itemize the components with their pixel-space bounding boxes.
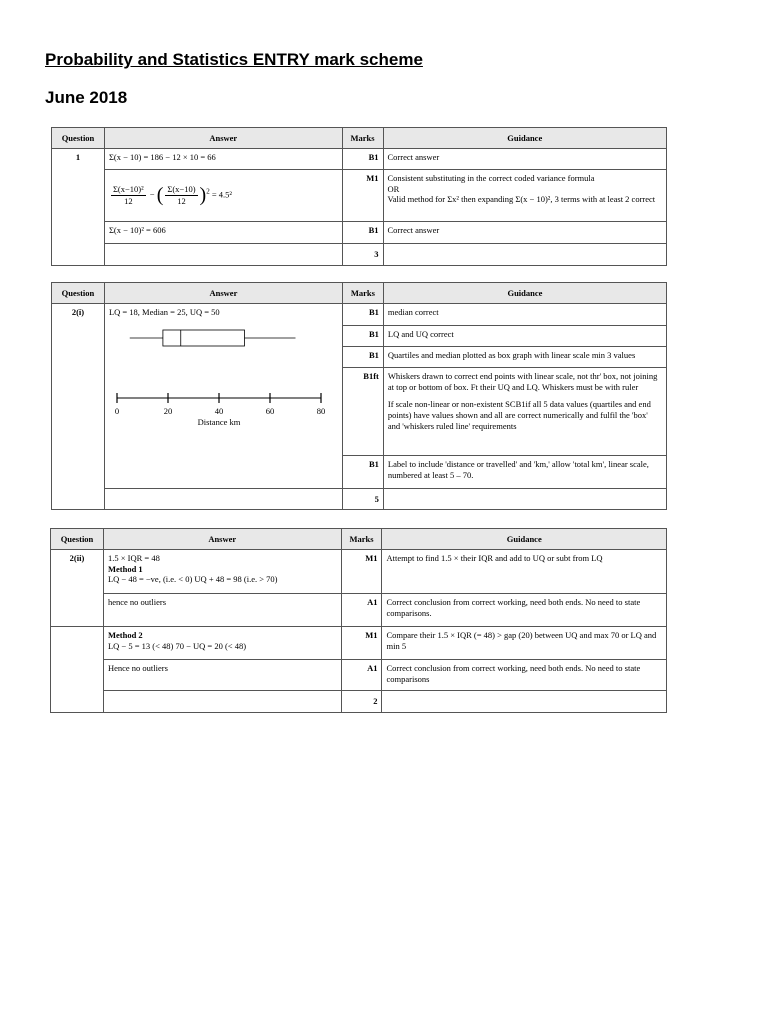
header-guidance: Guidance xyxy=(383,283,666,304)
guidance-line: Valid method for Σx² then expanding Σ(x − 10)², 3 terms with at least 2 correct xyxy=(387,194,656,205)
question-number: 1 xyxy=(52,149,105,266)
guidance-line: OR xyxy=(387,183,400,194)
answer-cell xyxy=(103,627,341,660)
question-1-table xyxy=(51,127,667,266)
header-guidance: Guidance xyxy=(383,128,666,149)
guidance-cell xyxy=(383,170,666,222)
guidance-cell: median correct xyxy=(383,304,666,326)
total-marks: 5 xyxy=(342,489,383,510)
mark-cell: A1 xyxy=(341,594,382,627)
guidance-cell: Correct conclusion from correct working, need both ends. No need to state comparisons xyxy=(382,660,667,691)
guidance-cell xyxy=(383,368,666,456)
method-label: Method 2 xyxy=(107,630,143,640)
answer-cell xyxy=(104,304,342,489)
axis-label: Distance km xyxy=(197,416,241,427)
fraction xyxy=(165,184,197,206)
mark-cell: B1 xyxy=(342,456,383,489)
guidance-line: If scale non-linear or non-existent SCB1if all 5 data values (quartiles and end points) have values shown and all are correct numerically and fulfil the 'box' and 'whiskers ruled line' requirements xyxy=(387,399,651,431)
answer-cell xyxy=(104,489,342,510)
guidance-cell: Correct answer xyxy=(383,149,666,170)
answer-cell: hence no outliers xyxy=(103,594,341,627)
header-marks: Marks xyxy=(341,529,382,550)
tick-label: 80 xyxy=(316,405,326,416)
guidance-cell xyxy=(382,691,667,713)
iqr-box xyxy=(163,330,245,346)
header-answer: Answer xyxy=(103,529,341,550)
guidance-line: Consistent substituting in the correct coded variance formula xyxy=(387,173,595,183)
header-question: Question xyxy=(52,128,105,149)
mark-cell: B1ft xyxy=(342,368,383,456)
question-2i-table xyxy=(51,282,667,510)
exponent: 2 xyxy=(206,187,210,196)
answer-line: LQ − 48 = −ve, (i.e. < 0) UQ + 48 = 98 (i.e. > 70) xyxy=(107,574,278,585)
mark-cell: M1 xyxy=(342,170,383,222)
header-question: Question xyxy=(51,529,104,550)
guidance-cell: LQ and UQ correct xyxy=(383,326,666,347)
answer-text: LQ = 18, Median = 25, UQ = 50 xyxy=(108,307,220,317)
mark-cell: B1 xyxy=(342,304,383,326)
document-date: June 2018 xyxy=(45,88,128,107)
mark-cell: A1 xyxy=(341,660,382,691)
guidance-line: Whiskers drawn to correct end points with linear scale, not thr' box, not joining at top or bottom of box. Ft their UQ and LQ. Whiskers must be with ruler xyxy=(387,371,658,392)
header-question: Question xyxy=(52,283,105,304)
question-number: 2(ii) xyxy=(51,550,104,627)
header-marks: Marks xyxy=(342,128,383,149)
denominator: 12 xyxy=(177,196,186,206)
mark-cell: M1 xyxy=(341,550,382,594)
answer-line: 1.5 × IQR = 48 xyxy=(107,553,160,563)
mark-cell: B1 xyxy=(342,149,383,170)
method-label: Method 1 xyxy=(107,563,143,574)
header-answer: Answer xyxy=(104,128,342,149)
guidance-cell xyxy=(383,489,666,510)
question-number-empty xyxy=(51,627,104,713)
answer-cell xyxy=(104,244,342,266)
header-guidance: Guidance xyxy=(382,529,667,550)
document-title: Probability and Statistics ENTRY mark scheme xyxy=(45,50,423,69)
tick-label: 20 xyxy=(163,405,173,416)
total-marks: 3 xyxy=(342,244,383,266)
guidance-cell: Quartiles and median plotted as box graph with linear scale min 3 values xyxy=(383,347,666,368)
mark-cell: B1 xyxy=(342,326,383,347)
guidance-cell: Correct conclusion from correct working, need both ends. No need to state comparisons. xyxy=(382,594,667,627)
mark-cell: M1 xyxy=(341,627,382,660)
answer-cell: $\frac{\text{Σ(x−10)²}}{12}$ − ( $\frac{\Sigma(x-10)}{12}$ )$^2$ = 4.5² xyxy=(104,170,342,222)
tick-label: 0 xyxy=(114,405,120,416)
equals-value: = 4.5² xyxy=(211,189,232,200)
numerator: Σ(x−10) xyxy=(167,184,196,195)
numerator: Σ(x−10)² xyxy=(112,184,144,195)
guidance-cell xyxy=(383,244,666,266)
header-marks: Marks xyxy=(342,283,383,304)
answer-line: LQ − 5 = 13 (< 48) 70 − UQ = 20 (< 48) xyxy=(107,640,247,651)
denominator: 12 xyxy=(124,196,133,206)
guidance-cell: Attempt to find 1.5 × their IQR and add to UQ or subt from LQ xyxy=(382,550,667,594)
answer-cell: Σ(x − 10) = 186 − 12 × 10 = 66 xyxy=(104,149,342,170)
question-number: 2(i) xyxy=(52,304,105,510)
fraction xyxy=(111,184,146,206)
answer-cell: Hence no outliers xyxy=(103,660,341,691)
minus-sign: − xyxy=(149,189,155,200)
tick-label: 60 xyxy=(265,405,275,416)
box-plot xyxy=(109,321,341,431)
answer-cell xyxy=(103,550,341,594)
answer-cell xyxy=(103,691,341,713)
guidance-cell: Compare their 1.5 × IQR (= 48) > gap (20) between UQ and max 70 or LQ and min 5 xyxy=(382,627,667,660)
question-2ii-table xyxy=(50,528,667,713)
header-answer: Answer xyxy=(104,283,342,304)
mark-cell: B1 xyxy=(342,347,383,368)
total-marks: 2 xyxy=(341,691,382,713)
guidance-cell: Correct answer xyxy=(383,222,666,244)
mark-cell: B1 xyxy=(342,222,383,244)
answer-cell: Σ(x − 10)² = 606 xyxy=(104,222,342,244)
tick-label: 40 xyxy=(214,405,224,416)
guidance-cell: Label to include 'distance or travelled' and 'km,' allow 'total km', linear scale, numbered at least 5 – 70. xyxy=(383,456,666,489)
